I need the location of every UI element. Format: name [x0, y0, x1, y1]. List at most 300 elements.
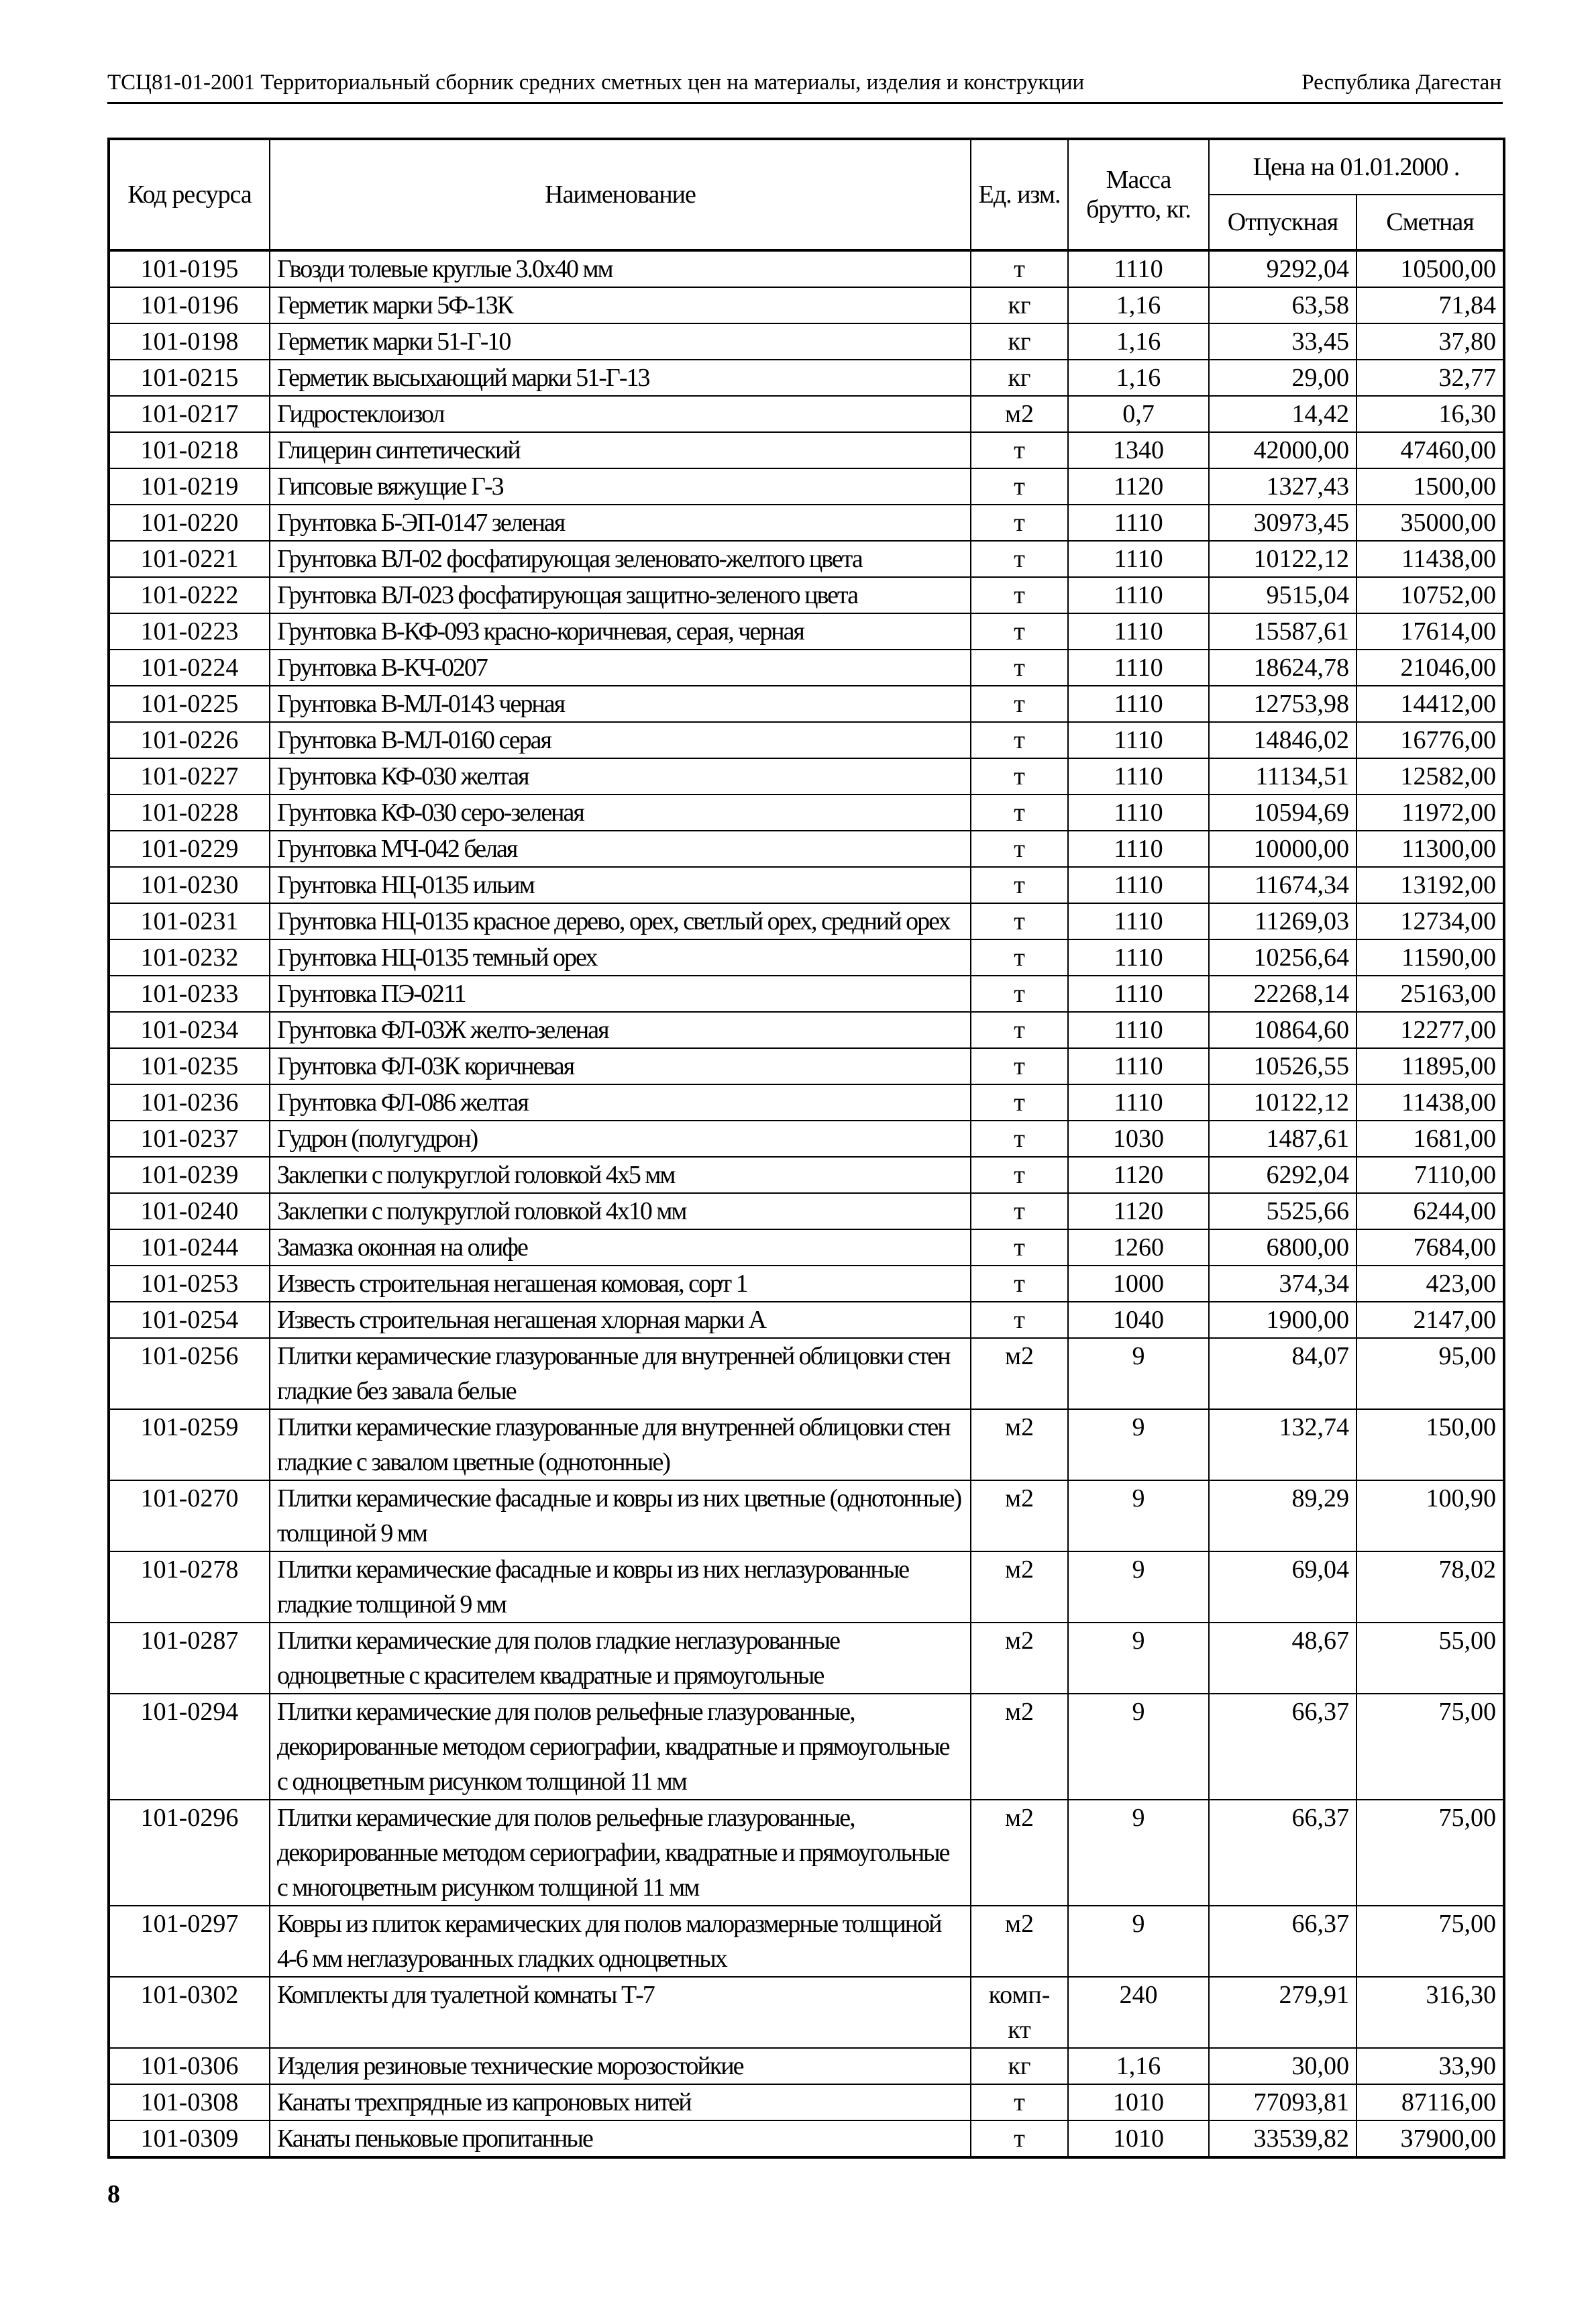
cell-name: Грунтовка МЧ-042 белая [270, 831, 971, 867]
cell-estimate-price: 10752,00 [1356, 577, 1504, 613]
cell-estimate-price: 87116,00 [1356, 2084, 1504, 2120]
cell-mass: 9 [1068, 1480, 1209, 1551]
cell-unit: т [971, 1302, 1068, 1338]
cell-estimate-price: 25163,00 [1356, 976, 1504, 1012]
cell-estimate-price: 316,30 [1356, 1977, 1504, 2048]
col-header-price-group: Цена на 01.01.2000 . [1209, 139, 1504, 195]
cell-name: Плитки керамические глазурованные для внутренней облицовки стен гладкие с завалом цветные (однотонные) [270, 1409, 971, 1480]
cell-estimate-price: 1500,00 [1356, 468, 1504, 505]
cell-estimate-price: 37900,00 [1356, 2120, 1504, 2157]
cell-mass: 1110 [1068, 794, 1209, 831]
cell-unit: т [971, 794, 1068, 831]
cell-unit: т [971, 650, 1068, 686]
cell-wholesale-price: 10000,00 [1209, 831, 1356, 867]
cell-mass: 1030 [1068, 1121, 1209, 1157]
table-row [109, 468, 1504, 505]
cell-estimate-price: 2147,00 [1356, 1302, 1504, 1338]
cell-name: Гудрон (полугудрон) [270, 1121, 971, 1157]
cell-code: 101-0294 [109, 1694, 270, 1800]
cell-code: 101-0222 [109, 577, 270, 613]
cell-estimate-price: 78,02 [1356, 1551, 1504, 1623]
cell-estimate-price: 13192,00 [1356, 867, 1504, 903]
cell-code: 101-0224 [109, 650, 270, 686]
cell-name: Грунтовка КФ-030 серо-зеленая [270, 794, 971, 831]
cell-wholesale-price: 30973,45 [1209, 505, 1356, 541]
cell-unit: т [971, 939, 1068, 976]
cell-code: 101-0236 [109, 1084, 270, 1121]
table-row [109, 541, 1504, 577]
cell-estimate-price: 10500,00 [1356, 250, 1504, 287]
cell-mass: 1340 [1068, 432, 1209, 468]
cell-name: Плитки керамические глазурованные для внутренней облицовки стен гладкие без завала белые [270, 1338, 971, 1409]
cell-estimate-price: 7110,00 [1356, 1157, 1504, 1193]
cell-wholesale-price: 1327,43 [1209, 468, 1356, 505]
cell-unit: м2 [971, 1338, 1068, 1409]
cell-wholesale-price: 69,04 [1209, 1551, 1356, 1623]
cell-name: Грунтовка НЦ-0135 красное дерево, орех, светлый орех, средний орех [270, 903, 971, 939]
cell-unit: м2 [971, 1906, 1068, 1977]
cell-name: Грунтовка В-МЛ-0143 черная [270, 686, 971, 722]
cell-name: Известь строительная негашеная комовая, сорт 1 [270, 1266, 971, 1302]
cell-wholesale-price: 11269,03 [1209, 903, 1356, 939]
cell-name: Плитки керамические фасадные и ковры из них неглазурованные гладкие толщиной 9 мм [270, 1551, 971, 1623]
cell-code: 101-0232 [109, 939, 270, 976]
cell-wholesale-price: 10122,12 [1209, 541, 1356, 577]
cell-mass: 1,16 [1068, 287, 1209, 323]
cell-estimate-price: 7684,00 [1356, 1229, 1504, 1266]
cell-name: Гвозди толевые круглые 3.0х40 мм [270, 250, 971, 287]
cell-estimate-price: 17614,00 [1356, 613, 1504, 650]
cell-estimate-price: 21046,00 [1356, 650, 1504, 686]
cell-unit: кг [971, 360, 1068, 396]
table-row [109, 867, 1504, 903]
col-header-estimate: Сметная [1356, 195, 1504, 250]
cell-mass: 1110 [1068, 722, 1209, 758]
cell-name: Замазка оконная на олифе [270, 1229, 971, 1266]
cell-estimate-price: 11438,00 [1356, 541, 1504, 577]
cell-unit: т [971, 722, 1068, 758]
cell-name: Грунтовка КФ-030 желтая [270, 758, 971, 794]
cell-mass: 1110 [1068, 1012, 1209, 1048]
cell-mass: 240 [1068, 1977, 1209, 2048]
cell-estimate-price: 11972,00 [1356, 794, 1504, 831]
table-row [109, 2084, 1504, 2120]
table-row [109, 794, 1504, 831]
col-header-name: Наименование [270, 139, 971, 250]
cell-wholesale-price: 279,91 [1209, 1977, 1356, 2048]
cell-estimate-price: 1681,00 [1356, 1121, 1504, 1157]
cell-mass: 9 [1068, 1551, 1209, 1623]
page-header [107, 70, 1503, 104]
cell-code: 101-0259 [109, 1409, 270, 1480]
cell-code: 101-0306 [109, 2048, 270, 2084]
cell-code: 101-0270 [109, 1480, 270, 1551]
cell-estimate-price: 100,90 [1356, 1480, 1504, 1551]
cell-code: 101-0221 [109, 541, 270, 577]
cell-unit: м2 [971, 1694, 1068, 1800]
cell-name: Грунтовка ВЛ-023 фосфатирующая защитно-зеленого цвета [270, 577, 971, 613]
table-row [109, 577, 1504, 613]
table-row [109, 1229, 1504, 1266]
cell-wholesale-price: 42000,00 [1209, 432, 1356, 468]
cell-code: 101-0278 [109, 1551, 270, 1623]
cell-estimate-price: 11300,00 [1356, 831, 1504, 867]
cell-name: Плитки керамические для полов рельефные глазурованные, декорированные методом сериографии, квадратные и прямоугольные с многоцветным рисунком толщиной 11 мм [270, 1800, 971, 1906]
cell-name: Грунтовка В-МЛ-0160 серая [270, 722, 971, 758]
cell-mass: 1110 [1068, 577, 1209, 613]
cell-name: Грунтовка ФЛ-03К коричневая [270, 1048, 971, 1084]
cell-estimate-price: 32,77 [1356, 360, 1504, 396]
cell-unit: т [971, 1229, 1068, 1266]
cell-mass: 1260 [1068, 1229, 1209, 1266]
cell-wholesale-price: 12753,98 [1209, 686, 1356, 722]
cell-mass: 1120 [1068, 468, 1209, 505]
cell-code: 101-0218 [109, 432, 270, 468]
header-title: ТСЦ81-01-2001 Территориальный сборник средних сметных цен на материалы, изделия и конструкции [107, 70, 1085, 95]
cell-mass: 1110 [1068, 613, 1209, 650]
cell-code: 101-0196 [109, 287, 270, 323]
table-row [109, 2048, 1504, 2084]
cell-name: Плитки керамические фасадные и ковры из них цветные (однотонные) толщиной 9 мм [270, 1480, 971, 1551]
table-row [109, 1157, 1504, 1193]
table-row [109, 831, 1504, 867]
table-row [109, 1084, 1504, 1121]
cell-code: 101-0231 [109, 903, 270, 939]
table-row [109, 1623, 1504, 1694]
cell-mass: 1110 [1068, 686, 1209, 722]
cell-mass: 9 [1068, 1409, 1209, 1480]
cell-name: Грунтовка ФЛ-03Ж желто-зеленая [270, 1012, 971, 1048]
cell-mass: 1,16 [1068, 323, 1209, 360]
cell-unit: т [971, 577, 1068, 613]
cell-code: 101-0297 [109, 1906, 270, 1977]
cell-wholesale-price: 84,07 [1209, 1338, 1356, 1409]
cell-unit: м2 [971, 1623, 1068, 1694]
cell-unit: т [971, 1048, 1068, 1084]
table-row [109, 1302, 1504, 1338]
table-header [109, 139, 1504, 250]
cell-estimate-price: 14412,00 [1356, 686, 1504, 722]
cell-unit: т [971, 1012, 1068, 1048]
cell-estimate-price: 150,00 [1356, 1409, 1504, 1480]
cell-estimate-price: 6244,00 [1356, 1193, 1504, 1229]
table-row [109, 976, 1504, 1012]
price-table [107, 138, 1505, 2159]
cell-unit: м2 [971, 1480, 1068, 1551]
cell-mass: 1110 [1068, 650, 1209, 686]
cell-mass: 1110 [1068, 1084, 1209, 1121]
cell-name: Герметик марки 51-Г-10 [270, 323, 971, 360]
cell-mass: 1,16 [1068, 360, 1209, 396]
cell-wholesale-price: 22268,14 [1209, 976, 1356, 1012]
table-row [109, 287, 1504, 323]
table-row [109, 1409, 1504, 1480]
cell-code: 101-0215 [109, 360, 270, 396]
cell-code: 101-0309 [109, 2120, 270, 2157]
cell-estimate-price: 11895,00 [1356, 1048, 1504, 1084]
cell-estimate-price: 75,00 [1356, 1800, 1504, 1906]
cell-unit: т [971, 686, 1068, 722]
cell-code: 101-0217 [109, 396, 270, 432]
cell-unit: т [971, 541, 1068, 577]
cell-mass: 1110 [1068, 758, 1209, 794]
cell-name: Канаты пеньковые пропитанные [270, 2120, 971, 2157]
table-row [109, 360, 1504, 396]
cell-mass: 1000 [1068, 1266, 1209, 1302]
cell-name: Грунтовка ПЭ-0211 [270, 976, 971, 1012]
cell-wholesale-price: 10864,60 [1209, 1012, 1356, 1048]
cell-unit: т [971, 831, 1068, 867]
cell-wholesale-price: 66,37 [1209, 1800, 1356, 1906]
cell-mass: 0,7 [1068, 396, 1209, 432]
cell-code: 101-0253 [109, 1266, 270, 1302]
cell-estimate-price: 35000,00 [1356, 505, 1504, 541]
col-header-unit: Ед. изм. [971, 139, 1068, 250]
cell-code: 101-0223 [109, 613, 270, 650]
table-row [109, 1906, 1504, 1977]
col-header-code: Код ресурса [109, 139, 270, 250]
cell-code: 101-0228 [109, 794, 270, 831]
cell-mass: 9 [1068, 1694, 1209, 1800]
table-row [109, 650, 1504, 686]
cell-name: Герметик марки 5Ф-13К [270, 287, 971, 323]
cell-estimate-price: 33,90 [1356, 2048, 1504, 2084]
cell-name: Изделия резиновые технические морозостойкие [270, 2048, 971, 2084]
cell-name: Грунтовка В-КЧ-0207 [270, 650, 971, 686]
cell-name: Грунтовка ВЛ-02 фосфатирующая зеленовато-желтого цвета [270, 541, 971, 577]
cell-estimate-price: 12734,00 [1356, 903, 1504, 939]
cell-mass: 1110 [1068, 976, 1209, 1012]
cell-code: 101-0198 [109, 323, 270, 360]
cell-wholesale-price: 11674,34 [1209, 867, 1356, 903]
cell-mass: 1,16 [1068, 2048, 1209, 2084]
cell-wholesale-price: 14,42 [1209, 396, 1356, 432]
table-row [109, 2120, 1504, 2157]
cell-estimate-price: 12277,00 [1356, 1012, 1504, 1048]
cell-unit: т [971, 867, 1068, 903]
table-row [109, 1048, 1504, 1084]
cell-mass: 1120 [1068, 1157, 1209, 1193]
cell-wholesale-price: 89,29 [1209, 1480, 1356, 1551]
cell-unit: кг [971, 323, 1068, 360]
cell-wholesale-price: 15587,61 [1209, 613, 1356, 650]
cell-unit: кг [971, 287, 1068, 323]
cell-estimate-price: 12582,00 [1356, 758, 1504, 794]
cell-code: 101-0244 [109, 1229, 270, 1266]
cell-estimate-price: 16,30 [1356, 396, 1504, 432]
cell-unit: т [971, 903, 1068, 939]
cell-wholesale-price: 48,67 [1209, 1623, 1356, 1694]
table-row [109, 432, 1504, 468]
cell-name: Гипсовые вяжущие Г-3 [270, 468, 971, 505]
cell-wholesale-price: 18624,78 [1209, 650, 1356, 686]
cell-name: Комплекты для туалетной комнаты Т-7 [270, 1977, 971, 2048]
table-row [109, 1121, 1504, 1157]
table-body [109, 250, 1504, 2157]
cell-unit: т [971, 1121, 1068, 1157]
cell-name: Известь строительная негашеная хлорная марки А [270, 1302, 971, 1338]
cell-wholesale-price: 10594,69 [1209, 794, 1356, 831]
cell-unit: м2 [971, 396, 1068, 432]
cell-mass: 1120 [1068, 1193, 1209, 1229]
cell-mass: 1110 [1068, 939, 1209, 976]
table-row [109, 1266, 1504, 1302]
table-row [109, 505, 1504, 541]
cell-estimate-price: 75,00 [1356, 1694, 1504, 1800]
cell-wholesale-price: 1900,00 [1209, 1302, 1356, 1338]
cell-code: 101-0195 [109, 250, 270, 287]
cell-name: Глицерин синтетический [270, 432, 971, 468]
cell-code: 101-0235 [109, 1048, 270, 1084]
table-row [109, 758, 1504, 794]
cell-unit: комп-кт [971, 1977, 1068, 2048]
cell-mass: 9 [1068, 1623, 1209, 1694]
cell-mass: 9 [1068, 1800, 1209, 1906]
cell-wholesale-price: 1487,61 [1209, 1121, 1356, 1157]
table-row [109, 1800, 1504, 1906]
table-row [109, 1551, 1504, 1623]
cell-estimate-price: 55,00 [1356, 1623, 1504, 1694]
cell-wholesale-price: 63,58 [1209, 287, 1356, 323]
cell-code: 101-0229 [109, 831, 270, 867]
cell-wholesale-price: 77093,81 [1209, 2084, 1356, 2120]
cell-mass: 1110 [1068, 831, 1209, 867]
cell-estimate-price: 71,84 [1356, 287, 1504, 323]
table-row [109, 686, 1504, 722]
cell-name: Гидростеклоизол [270, 396, 971, 432]
table-row [109, 1012, 1504, 1048]
cell-code: 101-0256 [109, 1338, 270, 1409]
cell-name: Канаты трехпрядные из капроновых нитей [270, 2084, 971, 2120]
cell-wholesale-price: 132,74 [1209, 1409, 1356, 1480]
cell-unit: кг [971, 2048, 1068, 2084]
cell-wholesale-price: 66,37 [1209, 1906, 1356, 1977]
cell-name: Ковры из плиток керамических для полов малоразмерные толщиной 4-6 мм неглазурованных гладких одноцветных [270, 1906, 971, 1977]
cell-name: Грунтовка Б-ЭП-0147 зеленая [270, 505, 971, 541]
cell-name: Грунтовка ФЛ-086 желтая [270, 1084, 971, 1121]
cell-unit: т [971, 432, 1068, 468]
table-row [109, 722, 1504, 758]
cell-name: Грунтовка В-КФ-093 красно-коричневая, серая, черная [270, 613, 971, 650]
table-row [109, 1193, 1504, 1229]
cell-name: Герметик высыхающий марки 51-Г-13 [270, 360, 971, 396]
cell-unit: м2 [971, 1551, 1068, 1623]
cell-mass: 1110 [1068, 541, 1209, 577]
cell-estimate-price: 11590,00 [1356, 939, 1504, 976]
cell-code: 101-0287 [109, 1623, 270, 1694]
cell-estimate-price: 11438,00 [1356, 1084, 1504, 1121]
cell-wholesale-price: 6800,00 [1209, 1229, 1356, 1266]
cell-wholesale-price: 10526,55 [1209, 1048, 1356, 1084]
cell-wholesale-price: 30,00 [1209, 2048, 1356, 2084]
cell-estimate-price: 47460,00 [1356, 432, 1504, 468]
cell-code: 101-0227 [109, 758, 270, 794]
cell-code: 101-0308 [109, 2084, 270, 2120]
table-row [109, 903, 1504, 939]
cell-code: 101-0225 [109, 686, 270, 722]
cell-mass: 9 [1068, 1338, 1209, 1409]
table-row [109, 396, 1504, 432]
cell-name: Заклепки с полукруглой головкой 4х10 мм [270, 1193, 971, 1229]
cell-unit: т [971, 758, 1068, 794]
cell-code: 101-0220 [109, 505, 270, 541]
cell-code: 101-0240 [109, 1193, 270, 1229]
cell-unit: т [971, 505, 1068, 541]
cell-unit: т [971, 1193, 1068, 1229]
cell-mass: 9 [1068, 1906, 1209, 1977]
cell-unit: т [971, 613, 1068, 650]
page-number: 8 [107, 2180, 120, 2208]
cell-code: 101-0230 [109, 867, 270, 903]
cell-unit: м2 [971, 1800, 1068, 1906]
cell-mass: 1110 [1068, 250, 1209, 287]
cell-code: 101-0234 [109, 1012, 270, 1048]
cell-unit: т [971, 976, 1068, 1012]
cell-code: 101-0237 [109, 1121, 270, 1157]
cell-estimate-price: 95,00 [1356, 1338, 1504, 1409]
cell-code: 101-0233 [109, 976, 270, 1012]
cell-name: Плитки керамические для полов рельефные глазурованные, декорированные методом сериографии, квадратные и прямоугольные с одноцветным рисунком толщиной 11 мм [270, 1694, 971, 1800]
cell-unit: т [971, 468, 1068, 505]
cell-wholesale-price: 374,34 [1209, 1266, 1356, 1302]
cell-name: Грунтовка НЦ-0135 ильим [270, 867, 971, 903]
cell-unit: т [971, 1084, 1068, 1121]
cell-wholesale-price: 9515,04 [1209, 577, 1356, 613]
cell-wholesale-price: 14846,02 [1209, 722, 1356, 758]
cell-estimate-price: 16776,00 [1356, 722, 1504, 758]
cell-unit: т [971, 1266, 1068, 1302]
cell-mass: 1110 [1068, 867, 1209, 903]
cell-code: 101-0226 [109, 722, 270, 758]
cell-mass: 1110 [1068, 903, 1209, 939]
table-row [109, 1480, 1504, 1551]
cell-wholesale-price: 10122,12 [1209, 1084, 1356, 1121]
cell-name: Грунтовка НЦ-0135 темный орех [270, 939, 971, 976]
cell-mass: 1110 [1068, 1048, 1209, 1084]
cell-mass: 1040 [1068, 1302, 1209, 1338]
cell-code: 101-0219 [109, 468, 270, 505]
cell-mass: 1110 [1068, 505, 1209, 541]
cell-estimate-price: 75,00 [1356, 1906, 1504, 1977]
cell-wholesale-price: 33539,82 [1209, 2120, 1356, 2157]
cell-code: 101-0254 [109, 1302, 270, 1338]
cell-unit: т [971, 2120, 1068, 2157]
col-header-wholesale: Отпускная [1209, 195, 1356, 250]
cell-unit: м2 [971, 1409, 1068, 1480]
cell-wholesale-price: 66,37 [1209, 1694, 1356, 1800]
cell-estimate-price: 37,80 [1356, 323, 1504, 360]
cell-mass: 1010 [1068, 2120, 1209, 2157]
cell-wholesale-price: 9292,04 [1209, 250, 1356, 287]
cell-name: Заклепки с полукруглой головкой 4х5 мм [270, 1157, 971, 1193]
cell-wholesale-price: 10256,64 [1209, 939, 1356, 976]
cell-code: 101-0296 [109, 1800, 270, 1906]
cell-wholesale-price: 29,00 [1209, 360, 1356, 396]
table-row [109, 613, 1504, 650]
table-row [109, 323, 1504, 360]
cell-code: 101-0302 [109, 1977, 270, 2048]
cell-wholesale-price: 6292,04 [1209, 1157, 1356, 1193]
cell-estimate-price: 423,00 [1356, 1266, 1504, 1302]
table-row [109, 1338, 1504, 1409]
cell-unit: т [971, 1157, 1068, 1193]
cell-wholesale-price: 11134,51 [1209, 758, 1356, 794]
table-row [109, 1977, 1504, 2048]
cell-mass: 1010 [1068, 2084, 1209, 2120]
cell-name: Плитки керамические для полов гладкие неглазурованные одноцветные с красителем квадратные и прямоугольные [270, 1623, 971, 1694]
header-region: Республика Дагестан [1301, 70, 1501, 95]
col-header-mass: Масса брутто, кг. [1068, 139, 1209, 250]
